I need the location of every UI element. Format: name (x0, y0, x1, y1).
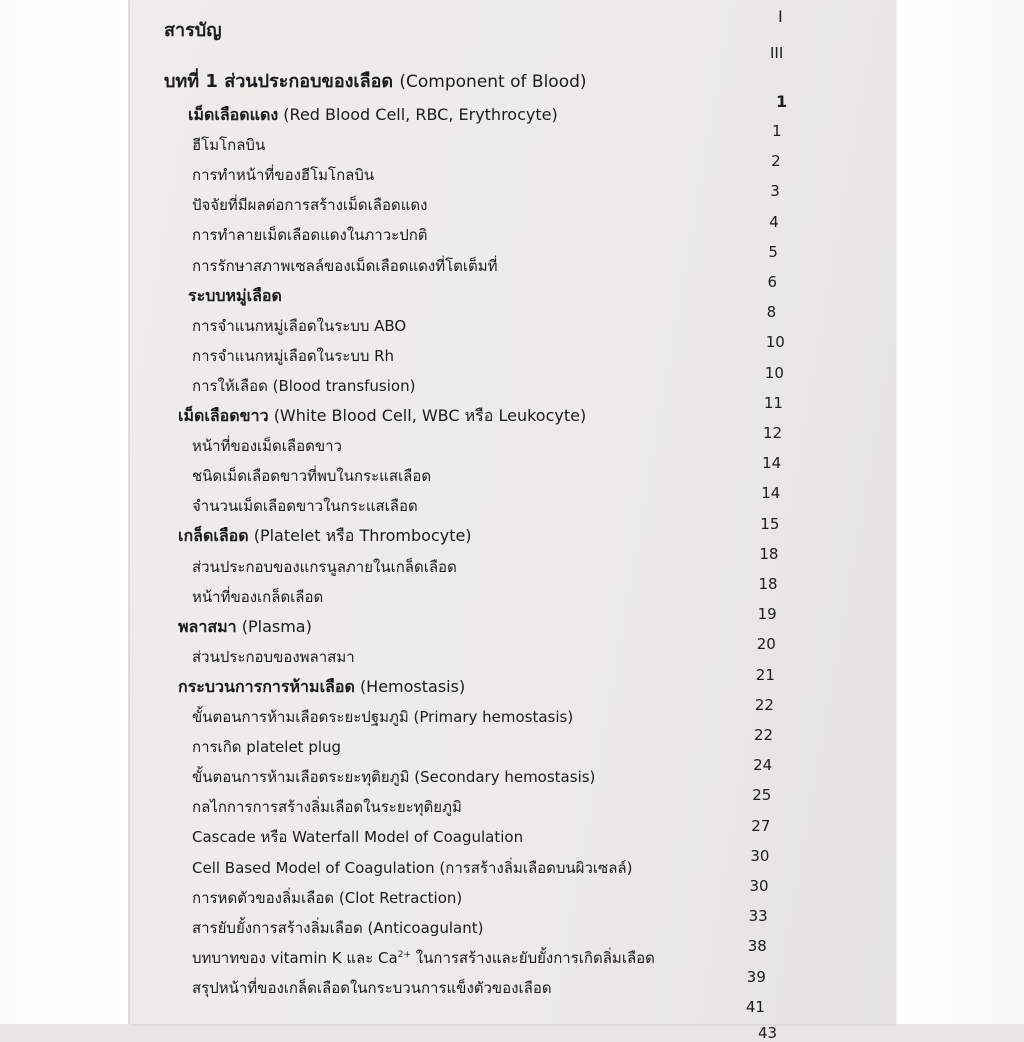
entry-title-thai: การหดตัวของลิ่มเลือด (192, 888, 335, 907)
toc-section-entry (188, 284, 282, 309)
toc-page-number: 5 (768, 242, 778, 261)
chapter-title-thai: บทที่ 1 ส่วนประกอบของเลือด (164, 71, 394, 92)
toc-subsection-entry (192, 585, 323, 609)
left-page-edge (0, 0, 128, 1024)
toc-subsection-entry (192, 223, 428, 247)
toc-page-number: 33 (748, 907, 768, 926)
entry-title-thai: การจำแนกหมู่เลือดในระบบ Rh (192, 346, 395, 365)
toc-page-number: 3 (770, 182, 780, 201)
toc-page-number: 39 (746, 967, 766, 986)
right-page-edge (896, 0, 1024, 1024)
toc-page-number: 18 (758, 575, 778, 593)
toc-subsection-entry (192, 555, 457, 579)
entry-title-thai: ฮีโมโกลบิน (192, 136, 266, 155)
toc-subsection-entry (192, 825, 523, 849)
toc-subsection-entry (192, 795, 462, 819)
toc-section-entry (178, 675, 465, 700)
entry-title-english: (Blood transfusion) (272, 376, 416, 395)
entry-title-thai: การทำลายเม็ดเลือดแดงในภาวะปกติ (192, 226, 428, 245)
toc-page-number: 11 (763, 393, 783, 412)
toc-title: สารบัญ (164, 20, 222, 41)
toc-page-number: 27 (751, 816, 771, 835)
toc-page-number: I (778, 7, 783, 26)
toc-page-number: 30 (750, 846, 770, 865)
entry-title-tail: ในการสร้างและยับยั้งการเกิดลิ่มเลือด (411, 948, 655, 967)
toc-subsection-entry (192, 374, 415, 398)
entry-title-thai: Cell Based Model of Coagulation (การสร้างลิ่มเลือดบนผิวเซลล์) (192, 858, 633, 877)
toc-page-number: 14 (761, 484, 781, 503)
toc-subsection-entry (192, 765, 595, 789)
entry-title-thai: กระบวนการการห้ามเลือด (178, 676, 355, 696)
toc-subsection-entry (192, 163, 374, 187)
entry-title-thai: เม็ดเลือดแดง (188, 105, 279, 124)
entry-title-english: (Red Blood Cell, RBC, Erythrocyte) (283, 105, 558, 124)
toc-section-entry (178, 404, 586, 429)
entry-title-thai: การรักษาสภาพเซลล์ของเม็ดเลือดแดงที่โตเต็มที่ (192, 256, 498, 275)
toc-page-number: 25 (752, 786, 772, 805)
toc-page-number: 22 (754, 695, 774, 714)
chapter-page-number: 1 (776, 92, 788, 111)
toc-subsection-entry (192, 254, 498, 278)
entry-title-english: (Anticoagulant) (367, 918, 484, 937)
toc-page-number: 10 (765, 333, 785, 352)
entry-title-thai: บทบาทของ vitamin K และ Ca (192, 948, 398, 967)
toc-page-number: 19 (757, 605, 777, 624)
toc-page-number: 43 (758, 1024, 778, 1042)
toc-subsection-entry (192, 916, 483, 940)
toc-page-number: III (770, 44, 784, 62)
toc-subsection-entry (192, 314, 406, 338)
toc-subsection-entry (192, 645, 355, 669)
book-page (130, 0, 896, 1042)
toc-subsection-entry (192, 886, 462, 910)
entry-title-thai: กลไกการการสร้างลิ่มเลือดในระยะทุติยภูมิ (192, 798, 462, 817)
entry-title-thai: สารยับยั้งการสร้างลิ่มเลือด (192, 918, 363, 937)
toc-subsection-entry (192, 735, 341, 759)
toc-page-number: 38 (747, 937, 767, 956)
entry-title-english: (Plasma) (241, 616, 312, 636)
entry-title-english: (Platelet หรือ Thrombocyte) (253, 526, 472, 546)
toc-page-number: 2 (771, 152, 781, 171)
toc-subsection-entry (192, 705, 573, 729)
entry-title-thai: ขั้นตอนการห้ามเลือดระยะปฐมภูมิ (192, 708, 409, 726)
entry-title-thai: การเกิด platelet plug (192, 738, 342, 757)
entry-title-english: (Secondary hemostasis) (414, 768, 596, 787)
entry-title-thai: ชนิดเม็ดเลือดขาวที่พบในกระแสเลือด (192, 467, 432, 486)
toc-subsection-entry (192, 464, 431, 488)
toc-page-number: 1 (772, 122, 782, 140)
entry-title-thai: การทำหน้าที่ของฮีโมโกลบิน (192, 166, 375, 185)
entry-title-thai: เกล็ดเลือด (178, 526, 249, 546)
entry-title-thai: หน้าที่ของเม็ดเลือดขาว (192, 437, 342, 456)
entry-title-thai: ระบบหมู่เลือด (188, 285, 282, 305)
entry-title-thai: เม็ดเลือดขาว (178, 406, 269, 425)
toc-section-entry (178, 524, 472, 549)
entry-title-english: (Primary hemostasis) (413, 708, 574, 726)
entry-title-thai: ขั้นตอนการห้ามเลือดระยะทุติยภูมิ (192, 768, 410, 787)
entry-title-thai: พลาสมา (178, 616, 237, 636)
toc-page-number: 24 (753, 756, 773, 775)
toc-page-number: 10 (764, 363, 784, 382)
toc-subsection-entry (192, 193, 427, 217)
toc-section-entry (188, 103, 558, 128)
toc-page-number: 8 (766, 303, 777, 322)
entry-superscript: 2+ (397, 949, 412, 960)
entry-title-english: (Hemostasis) (359, 676, 466, 696)
toc-page-number: 18 (759, 544, 779, 563)
toc-page-number: 20 (756, 635, 776, 654)
entry-title-thai: การให้เลือด (192, 376, 268, 395)
toc-page-number: 4 (769, 212, 779, 231)
entry-title-thai: หน้าที่ของเกล็ดเลือด (192, 587, 324, 606)
entry-title-thai: ปัจจัยที่มีผลต่อการสร้างเม็ดเลือดแดง (192, 196, 428, 215)
entry-title-english: (White Blood Cell, WBC หรือ Leukocyte) (273, 406, 587, 425)
chapter-heading (164, 66, 587, 95)
toc-page-number: 22 (754, 726, 774, 744)
toc-page-number: 6 (767, 273, 778, 291)
toc-page-number: 41 (745, 997, 765, 1016)
toc-page-number: 21 (755, 665, 775, 684)
toc-subsection-entry (192, 133, 265, 157)
toc-page-number: 14 (762, 454, 782, 473)
toc-section-entry (178, 615, 312, 640)
toc-subsection-entry (192, 434, 342, 458)
entry-title-thai: ส่วนประกอบของพลาสมา (192, 647, 355, 666)
chapter-title-english: (Component of Blood) (399, 72, 587, 92)
entry-title-thai: การจำแนกหมู่เลือดในระบบ ABO (192, 316, 407, 335)
toc-subsection-entry (192, 344, 394, 368)
entry-title-thai: Cascade หรือ Waterfall Model of Coagulation (192, 828, 524, 847)
entry-title-thai: จำนวนเม็ดเลือดขาวในกระแสเลือด (192, 497, 418, 516)
entry-title-thai: ส่วนประกอบของแกรนูลภายในเกล็ดเลือด (192, 557, 457, 576)
toc-subsection-entry (192, 976, 552, 1000)
entry-title-english: (Clot Retraction) (338, 888, 463, 907)
toc-page-number: 15 (760, 514, 780, 533)
toc-subsection-entry (192, 494, 418, 518)
toc-page-number: 30 (749, 877, 769, 895)
toc-subsection-entry (192, 946, 655, 970)
entry-title-thai: สรุปหน้าที่ของเกล็ดเลือดในกระบวนการแข็งตัวของเลือด (192, 978, 552, 997)
toc-page-number: 12 (763, 424, 783, 442)
toc-subsection-entry (192, 856, 632, 880)
